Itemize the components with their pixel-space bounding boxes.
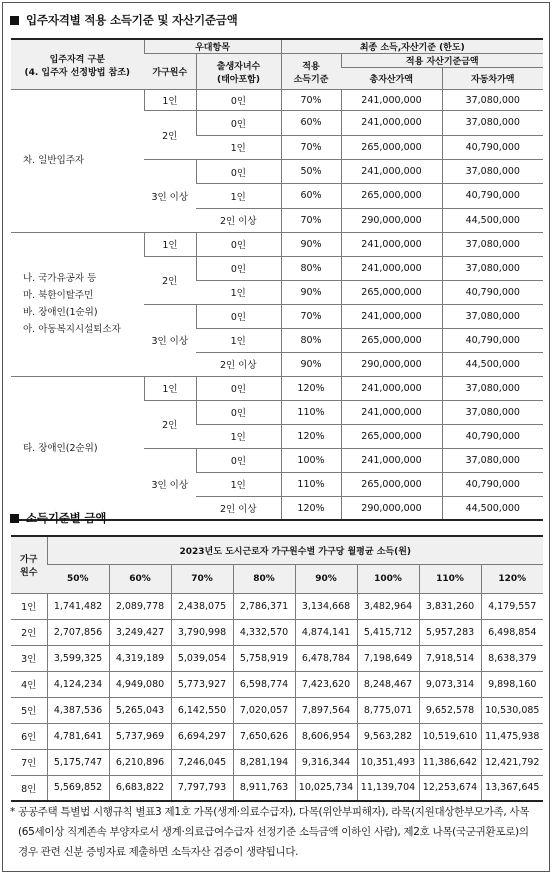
children-count-cell: 2인 이상: [196, 496, 281, 520]
income-standard-cell: 110%: [281, 472, 341, 496]
income-standard-cell: 60%: [281, 111, 341, 136]
income-amount-cell: 4,949,080: [109, 671, 171, 697]
household-size-cell: 4인: [11, 671, 47, 697]
income-amount-cell: 2,707,856: [47, 619, 109, 645]
income-standard-cell: 120%: [281, 496, 341, 520]
eligibility-table: [11, 38, 543, 521]
children-count-cell: 1인: [196, 328, 281, 352]
household-size-cell: 1인: [144, 232, 196, 256]
household-size-cell: 2인: [144, 111, 196, 160]
car-value-cell: 40,790,000: [442, 472, 543, 496]
income-amount-cell: 4,781,641: [47, 723, 109, 749]
household-size-cell: 2인: [11, 619, 47, 645]
income-amount-cell: 5,773,927: [171, 671, 233, 697]
income-standard-cell: 70%: [281, 208, 341, 232]
income-amount-cell: 1,741,482: [47, 593, 109, 619]
income-amount-cell: 3,249,427: [109, 619, 171, 645]
table-row: [11, 593, 543, 619]
children-count-cell: 1인: [196, 135, 281, 160]
income-amount-cell: 3,831,260: [419, 593, 481, 619]
total-asset-cell: 265,000,000: [341, 472, 442, 496]
car-value-cell: 40,790,000: [442, 328, 543, 352]
income-standard-cell: 70%: [281, 304, 341, 328]
household-size-cell: 7인: [11, 749, 47, 775]
total-asset-cell: 241,000,000: [341, 256, 442, 280]
car-value-cell: 37,080,000: [442, 90, 543, 111]
children-count-cell: 1인: [196, 280, 281, 304]
household-size-cell: 1인: [144, 376, 196, 400]
income-amount-cell: 6,683,822: [109, 775, 171, 801]
income-standard-cell: 120%: [281, 424, 341, 448]
income-amount-cell: 6,498,854: [481, 619, 543, 645]
income-standard-cell: 50%: [281, 160, 341, 184]
income-standard-cell: 100%: [281, 448, 341, 472]
income-amount-cell: 4,332,570: [233, 619, 295, 645]
income-standard-cell: 120%: [281, 376, 341, 400]
income-amount-cell: 5,957,283: [419, 619, 481, 645]
income-standard-cell: 60%: [281, 184, 341, 208]
income-amount-cell: 6,142,550: [171, 697, 233, 723]
income-amount-cell: 2,089,778: [109, 593, 171, 619]
income-percent-header: 60%: [109, 564, 171, 593]
total-asset-cell: 290,000,000: [341, 496, 442, 520]
total-asset-cell: 265,000,000: [341, 135, 442, 160]
children-count-cell: 0인: [196, 111, 281, 136]
household-header: 가구원수: [144, 54, 196, 90]
children-count-cell: 0인: [196, 304, 281, 328]
income-amount-cell: 11,475,938: [481, 723, 543, 749]
table-row: [11, 697, 543, 723]
table-row: [11, 671, 543, 697]
total-asset-cell: 241,000,000: [341, 160, 442, 184]
table-row: [11, 619, 543, 645]
table-row: [11, 232, 543, 256]
income-standard-cell: 110%: [281, 400, 341, 424]
income-amount-cell: 8,281,194: [233, 749, 295, 775]
asset-standard-header: 적용 자산기준금액: [341, 54, 543, 68]
income-amount-cell: 6,210,896: [109, 749, 171, 775]
car-value-cell: 40,790,000: [442, 280, 543, 304]
income-percent-header: 110%: [419, 564, 481, 593]
minors-header: 출생자녀수 (태아포함): [196, 54, 281, 90]
household-size-cell: 1인: [144, 90, 196, 111]
household-size-cell: 3인: [11, 645, 47, 671]
car-value-cell: 44,500,000: [442, 352, 543, 376]
children-count-cell: 0인: [196, 256, 281, 280]
square-bullet-icon: [10, 16, 19, 25]
income-amount-cell: 12,421,792: [481, 749, 543, 775]
total-asset-cell: 265,000,000: [341, 328, 442, 352]
income-amount-cell: 12,253,674: [419, 775, 481, 801]
total-asset-header: 총자산가액: [341, 68, 442, 90]
car-value-cell: 37,080,000: [442, 376, 543, 400]
income-amount-cell: 13,367,645: [481, 775, 543, 801]
income-amount-cell: 7,650,626: [233, 723, 295, 749]
income-amount-cell: 5,039,054: [171, 645, 233, 671]
income-amount-cell: 9,652,578: [419, 697, 481, 723]
table-row: [11, 376, 543, 400]
total-asset-cell: 241,000,000: [341, 376, 442, 400]
income-amount-cell: 8,775,071: [357, 697, 419, 723]
income-standard-cell: 80%: [281, 256, 341, 280]
income-standard-cell: 70%: [281, 135, 341, 160]
total-asset-cell: 241,000,000: [341, 111, 442, 136]
children-count-cell: 0인: [196, 232, 281, 256]
total-asset-cell: 290,000,000: [341, 208, 442, 232]
income-amount-cell: 6,478,784: [295, 645, 357, 671]
children-count-cell: 0인: [196, 400, 281, 424]
table-row: [11, 645, 543, 671]
table-row: [11, 775, 543, 801]
car-value-cell: 37,080,000: [442, 232, 543, 256]
car-value-cell: 37,080,000: [442, 304, 543, 328]
qualification-group-label: 나. 국가유공자 등 마. 북한이탈주민 바. 장애인(1순위) 아. 아동복지시설퇴소자: [11, 232, 144, 376]
car-value-cell: 37,080,000: [442, 448, 543, 472]
household-size-header: 가구 원수: [11, 536, 47, 593]
income-amount-cell: 5,175,747: [47, 749, 109, 775]
section2-title: 소득기준별 금액: [10, 510, 106, 526]
income-amount-cell: 9,073,314: [419, 671, 481, 697]
income-amount-cell: 4,124,234: [47, 671, 109, 697]
household-size-cell: 1인: [11, 593, 47, 619]
income-amount-cell: 4,874,141: [295, 619, 357, 645]
car-value-cell: 44,500,000: [442, 208, 543, 232]
car-value-cell: 40,790,000: [442, 424, 543, 448]
children-count-cell: 2인 이상: [196, 352, 281, 376]
table-row: [11, 749, 543, 775]
income-standard-cell: 90%: [281, 352, 341, 376]
income-standard-cell: 80%: [281, 328, 341, 352]
total-asset-cell: 265,000,000: [341, 280, 442, 304]
qual-header: 입주자격 구분 (4. 입주자 선정방법 참조): [11, 39, 144, 90]
income-amount-cell: 3,790,998: [171, 619, 233, 645]
income-amount-cell: 8,638,379: [481, 645, 543, 671]
income-percent-header: 90%: [295, 564, 357, 593]
total-asset-cell: 265,000,000: [341, 184, 442, 208]
total-asset-cell: 241,000,000: [341, 90, 442, 111]
total-asset-cell: 241,000,000: [341, 304, 442, 328]
car-value-cell: 37,080,000: [442, 256, 543, 280]
household-size-cell: 5인: [11, 697, 47, 723]
income-amount-cell: 10,519,610: [419, 723, 481, 749]
children-count-cell: 0인: [196, 448, 281, 472]
income-amount-cell: 5,737,969: [109, 723, 171, 749]
income-caption: 2023년도 도시근로자 가구원수별 가구당 월평균 소득(원): [47, 536, 543, 564]
car-value-cell: 40,790,000: [442, 135, 543, 160]
car-value-cell: 37,080,000: [442, 160, 543, 184]
income-amount-cell: 3,134,668: [295, 593, 357, 619]
income-amount-cell: 6,598,774: [233, 671, 295, 697]
total-asset-cell: 241,000,000: [341, 232, 442, 256]
total-asset-cell: 290,000,000: [341, 352, 442, 376]
income-amount-cell: 7,423,620: [295, 671, 357, 697]
household-size-cell: 2인: [144, 400, 196, 448]
income-percent-header: 70%: [171, 564, 233, 593]
income-amount-cell: 5,265,043: [109, 697, 171, 723]
income-percent-header: 50%: [47, 564, 109, 593]
income-percent-header: 100%: [357, 564, 419, 593]
income-amount-cell: 7,897,564: [295, 697, 357, 723]
income-amount-cell: 5,758,919: [233, 645, 295, 671]
income-amount-cell: 7,797,793: [171, 775, 233, 801]
income-amount-cell: 7,020,057: [233, 697, 295, 723]
income-standard-cell: 70%: [281, 90, 341, 111]
car-value-header: 자동차가액: [442, 68, 543, 90]
qualification-group-label: 차. 일반입주자: [11, 90, 144, 233]
table-row: [11, 90, 543, 111]
income-amount-cell: 8,606,954: [295, 723, 357, 749]
footnote: * 공공주택 특별법 시행규칙 별표3 제1호 가목(생계·의료수급자), 다목(위안부피해자), 라목(지원대상한부모가족, 사목(65세이상 직계존속 부양자로서 생계·의료급여수급자 선정기준 소득금액 이하인 사람), 제2호 나목(국군귀환포로)의 경우 관련 신분 증빙자료 제출하면 소득자산 검증이 생략됩니다.: [10, 806, 530, 858]
qualification-group-label: 타. 장애인(2순위): [11, 376, 144, 520]
income-amount-cell: 11,386,642: [419, 749, 481, 775]
income-amount-cell: 8,911,763: [233, 775, 295, 801]
income-amount-cell: 2,438,075: [171, 593, 233, 619]
household-size-cell: 8인: [11, 775, 47, 801]
income-standard-cell: 90%: [281, 280, 341, 304]
total-asset-cell: 241,000,000: [341, 448, 442, 472]
pref-header: 우대항목: [144, 39, 281, 54]
car-value-cell: 37,080,000: [442, 400, 543, 424]
car-value-cell: 37,080,000: [442, 111, 543, 136]
applied-income-header: 적용 소득기준: [281, 54, 341, 90]
income-amount-cell: 9,563,282: [357, 723, 419, 749]
total-asset-cell: 241,000,000: [341, 400, 442, 424]
household-size-cell: 6인: [11, 723, 47, 749]
income-amount-cell: 11,139,704: [357, 775, 419, 801]
income-amount-cell: 4,319,189: [109, 645, 171, 671]
section1-title: 입주자격별 적용 소득기준 및 자산기준금액: [10, 12, 238, 28]
income-amount-cell: 10,530,085: [481, 697, 543, 723]
total-asset-cell: 265,000,000: [341, 424, 442, 448]
children-count-cell: 1인: [196, 424, 281, 448]
household-size-cell: 3인 이상: [144, 448, 196, 520]
children-count-cell: 0인: [196, 376, 281, 400]
income-amount-cell: 7,918,514: [419, 645, 481, 671]
children-count-cell: 0인: [196, 160, 281, 184]
children-count-cell: 1인: [196, 472, 281, 496]
income-amount-cell: 5,569,852: [47, 775, 109, 801]
household-size-cell: 2인: [144, 256, 196, 304]
square-bullet-icon: [10, 514, 19, 523]
children-count-cell: 1인: [196, 184, 281, 208]
income-amount-cell: 10,351,493: [357, 749, 419, 775]
income-amount-cell: 4,387,536: [47, 697, 109, 723]
car-value-cell: 40,790,000: [442, 184, 543, 208]
income-standard-cell: 90%: [281, 232, 341, 256]
children-count-cell: 0인: [196, 90, 281, 111]
income-amount-cell: 6,694,297: [171, 723, 233, 749]
income-amount-cell: 5,415,712: [357, 619, 419, 645]
income-standard-table: [11, 535, 543, 802]
income-amount-cell: 4,179,557: [481, 593, 543, 619]
children-count-cell: 2인 이상: [196, 208, 281, 232]
household-size-cell: 3인 이상: [144, 304, 196, 376]
table-row: [11, 723, 543, 749]
income-amount-cell: 2,786,371: [233, 593, 295, 619]
income-amount-cell: 7,246,045: [171, 749, 233, 775]
final-header: 최종 소득,자산기준 (한도): [281, 39, 543, 54]
income-amount-cell: 7,198,649: [357, 645, 419, 671]
income-amount-cell: 9,316,344: [295, 749, 357, 775]
income-amount-cell: 3,599,325: [47, 645, 109, 671]
income-amount-cell: 10,025,734: [295, 775, 357, 801]
income-percent-header: 120%: [481, 564, 543, 593]
income-amount-cell: 9,898,160: [481, 671, 543, 697]
income-amount-cell: 8,248,467: [357, 671, 419, 697]
car-value-cell: 44,500,000: [442, 496, 543, 520]
income-amount-cell: 3,482,964: [357, 593, 419, 619]
income-percent-header: 80%: [233, 564, 295, 593]
household-size-cell: 3인 이상: [144, 160, 196, 233]
